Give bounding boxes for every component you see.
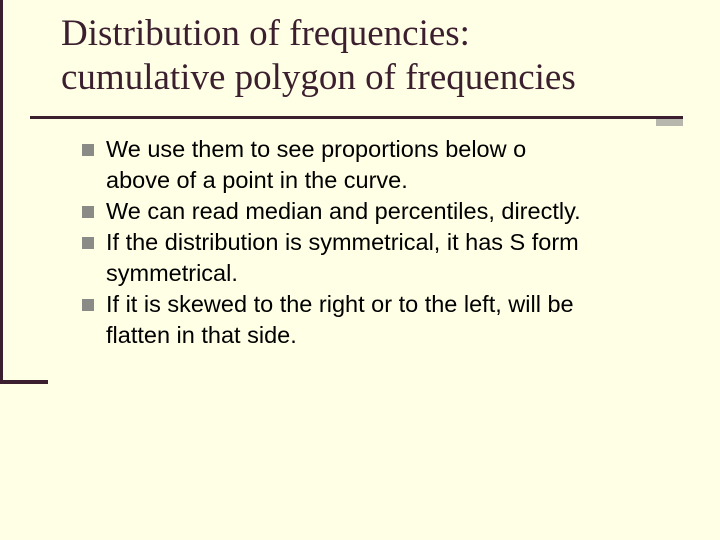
bullet-item [82, 196, 692, 227]
square-bullet-icon [82, 206, 94, 218]
bullet-text: We use them to see proportions below o above of a point in the curve. [106, 136, 527, 193]
title-line-1: Distribution of frequencies: [61, 13, 470, 54]
square-bullet-icon [82, 237, 94, 249]
bullet-item [82, 227, 692, 289]
title-underline-rule [30, 116, 683, 119]
square-bullet-icon [82, 299, 94, 311]
bullet-text: We can read median and percentiles, directly. [106, 198, 581, 224]
left-vertical-rule [0, 0, 3, 382]
bullet-text: If it is skewed to the right or to the left, will be flatten in that side. [106, 291, 574, 348]
bullet-item [82, 134, 692, 196]
left-rule-foot [0, 380, 48, 384]
square-bullet-icon [82, 144, 94, 156]
title-line-2: cumulative polygon of frequencies [61, 57, 576, 98]
slide-title [61, 12, 701, 100]
bullet-list [82, 134, 692, 351]
bullet-item [82, 289, 692, 351]
bullet-text: If the distribution is symmetrical, it has S form symmetrical. [106, 229, 579, 286]
title-underline-shadow [656, 119, 683, 126]
